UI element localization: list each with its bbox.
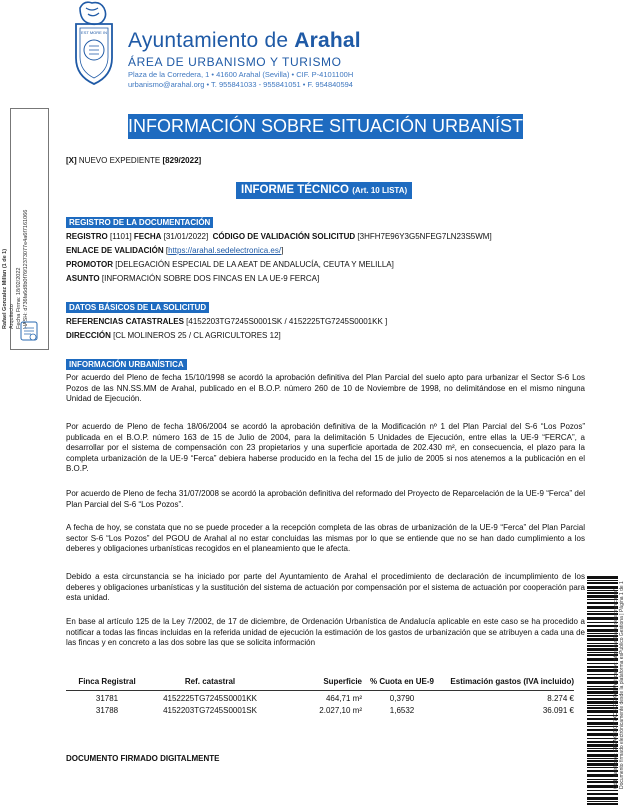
expediente-number: [829/2022] [162,156,202,165]
enlace-open: [ [165,246,169,255]
registro-heading: REGISTRO DE LA DOCUMENTACIÓN [66,217,213,228]
org-name [128,29,361,53]
cell-estimacion: 36.091 € [542,706,574,715]
paragraph: Por acuerdo de Pleno de fecha 31/07/2008 se acordó la aprobación definitiva del reformado del Proyecto de Reparcelación de la UE-9 “Ferca” del Plan Parcial del S-6 “Los Pozos”. [66,489,585,509]
fincas-table [66,677,574,715]
asunto-label: ASUNTO [66,274,100,283]
codigo-value: [3HFH7E96Y3G5NFEG7LN23S5WM] [357,232,492,241]
signed-digitally-label: DOCUMENTO FIRMADO DIGITALMENTE [66,754,220,763]
direccion-label: DIRECCIÓN [66,331,111,340]
signature-text [2,149,38,329]
paragraph: Por acuerdo de Pleno de fecha 18/06/2004 se acordó la aprobación definitiva de la Modificación nº 1 del Plan Parcial del S-6 “Los Pozos” publicada en el B.O.P. número 163 de 15 de Julio de 2004, para la delimitación 5 Unidades de Ejecución, entre ellas la UE-9 “FERCA”, a desarrollar por el sistema de compensación con 23 propietarios y una superficie aportada de 202.430 m², en consecuencia, el plazo para la completa urbanización de la UE-9 “Ferca” debiera haberse producido en la fecha del 15 de julio de 2005 si nos atenemos a la publicación en el B.O.P. [66,422,585,473]
paragraph: Debido a esta circunstancia se ha iniciado por parte del Ayuntamiento de Arahal el procedimiento de declaración de incumplimiento de los deberes y obligaciones urbanísticas y la sustitución del sistema de actuación por compensación por el sistema de actuación por cooperación para esta unidad. [66,572,585,602]
referencias-value: [4152203TG7245S0001SK / 4152225TG7245S0001KK ] [186,317,388,326]
page-title: INFORMACIÓN SOBRE SITUACIÓN URBANÍSTICA [128,114,523,139]
cell-finca: 31781 [95,694,119,703]
paragraph: Por acuerdo del Pleno de fecha 15/10/1998 se acordó la aprobación definitiva del Plan Parcial del suelo apto para urbanizar el Sector S-6 Los Pozos de las NN.SS.MM de Arahal, publicado en el B.O.P. número 260 de 10 de Noviembre de 1998, no delimitándose en el mismo ninguna Unidad de Ejecución. [66,373,585,403]
cell-finca: 31788 [95,706,119,715]
cell-cuota: 1,6532 [389,706,415,715]
cell-cuota: 0,3790 [389,694,415,703]
logo-ring-text: EST MORE IN [81,30,107,35]
direccion-line [66,331,281,340]
verification-line2: Documento firmado electrónicamente desde la plataforma esPublico Gestiona | Página 1 de 1 [619,581,625,789]
validation-link[interactable]: https://arahal.sedelectronica.es/ [168,246,282,255]
cell-ref: 4152225TG7245S0001KK [163,694,257,703]
header-cuota: % Cuota en UE-9 [362,677,442,691]
subtitle-main: INFORME TÉCNICO [241,184,349,196]
header-ref: Ref. catastral [148,677,272,691]
codigo-label: CÓDIGO DE VALIDACIÓN SOLICITUD [212,232,356,241]
promotor-value: [DELEGACIÓN ESPECIAL DE LA AEAT DE ANDALUCÍA, CEUTA Y MELILLA] [115,260,394,269]
org-name-prefix: Ayuntamiento de [128,29,295,52]
direccion-value: [CL MOLINEROS 25 / CL AGRICULTORES 12] [113,331,281,340]
registro-line [66,232,492,241]
header-finca: Finca Registral [66,677,148,691]
org-contact: urbanismo@arahal.org • T. 955841033 - 955841051 • F. 954840594 [128,80,353,89]
enlace-line [66,246,283,255]
fecha-value: [31/01/2022] [163,232,209,241]
info-heading: INFORMACIÓN URBANÍSTICA [66,359,187,370]
fecha-label: FECHA [133,232,162,241]
expediente-mark: [X] [66,156,77,165]
registro-value: [1101] [110,232,132,241]
registro-label: REGISTRO [66,232,108,241]
table-row [66,691,574,704]
subtitle-small: (Art. 10 LISTA) [352,186,408,195]
datos-heading: DATOS BÁSICOS DE LA SOLICITUD [66,302,209,313]
cell-ref: 4152203TG7245S0001SK [163,706,257,715]
paragraph: A fecha de hoy, se constata que no se puede proceder a la recepción completa de las obras de urbanización de la UE-9 “Ferca” del Plan Parcial sector S-6 “Los Pozos” del PGOU de Arahal al no estar concluidas las mismas por lo que se entiende que no se han dado cumplimiento a los deberes y obligaciones urbanísticas recogidos en el planeamiento que le afecta. [66,523,585,553]
table-row [66,703,574,715]
signer-role: Arquitecto [9,304,15,329]
referencias-label: REFERENCIAS CATASTRALES [66,317,184,326]
asunto-line [66,274,319,283]
signature-seal-icon [20,320,38,342]
cell-estimacion: 8.274 € [547,694,574,703]
header-estimacion: Estimación gastos (IVA incluido) [442,677,574,691]
arahal-coat-of-arms-logo [66,0,122,86]
expediente-line [66,156,201,165]
report-subtitle [236,182,412,199]
paragraph: En base al artículo 125 de la Ley 7/2002, de 17 de diciembre, de Ordenación Urbanística de Andalucía aplicable en este caso se ha procedido a notificar a todas las fincas incluidas en la referida unidad de ejecución la estimación de los gastos de urbanización que se atribuyen a cada una de las fincas y en concreto a las dos sobre las que se solicita información [66,617,585,647]
cell-superficie: 2.027,10 m² [319,706,362,715]
asunto-value: [INFORMACIÓN SOBRE DOS FINCAS EN LA UE-9 FERCA] [101,274,320,283]
enlace-close: ] [281,246,284,255]
org-address: Plaza de la Corredera, 1 • 41600 Arahal (Sevilla) • CIF. P-4101100H [128,70,354,79]
expediente-label: NUEVO EXPEDIENTE [78,156,161,165]
signature-date: Fecha Firma: 18/02/2022 [16,267,22,329]
promotor-line [66,260,394,269]
referencias-line [66,317,387,326]
cell-superficie: 464,71 m² [325,694,362,703]
promotor-label: PROMOTOR [66,260,113,269]
signer-name: Rafael Gonzalez Millan (1 de 1) [2,248,8,329]
header-superficie: Superficie [272,677,362,691]
verification-text [613,579,633,789]
table-header-row [66,677,574,691]
verification-line1: Cód. Validación: EP9AK2DCD7XC3KPGKA | Verificación: https://arahal.sedelectronica.es/ [613,589,619,789]
org-name-bold: Arahal [294,29,361,52]
enlace-label: ENLACE DE VALIDACIÓN [66,246,164,255]
org-subtitle: ÁREA DE URBANISMO Y TURISMO [128,55,342,69]
signature-hash: HASH: d736fa6d8b0f76f12373077e4a6f7161066 [23,209,29,329]
